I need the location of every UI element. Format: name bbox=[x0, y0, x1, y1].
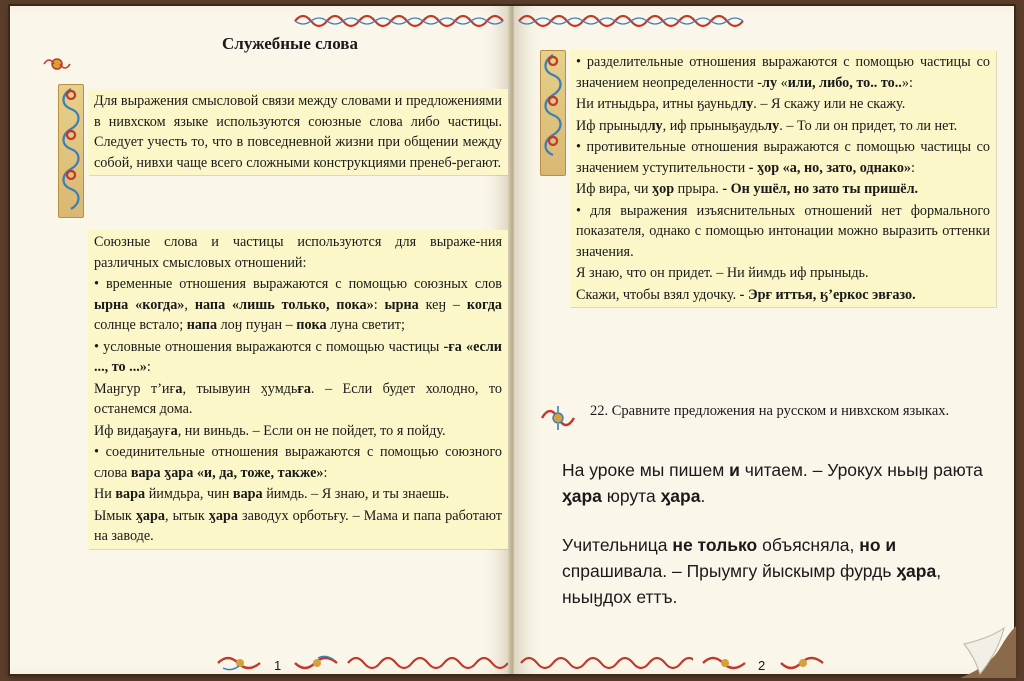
bullet-temporal: • временные отношения выражаются с помощью союзных слов ырна «когда», напа «лишь только, пока»: ырна кеӈ – когда солнце встало; напа лоӈ пуӈан – пока луна светит; bbox=[94, 276, 502, 333]
page-title: Служебные слова bbox=[222, 34, 358, 53]
example-connective-1: Ни вара йимдьра, чин вара йимдь. – Я знаю, и ты знаешь. bbox=[94, 486, 450, 502]
example-conditional-2: Иф видаӄауға, ни виньдь. – Если он не пойдет, то я пойду. bbox=[94, 422, 446, 439]
example-conditional-1: Маӈгур т’иға, тыывуин ӽумдьға. – Если будет холодно, то останемся дома. bbox=[94, 380, 502, 417]
bullet-disjunctive: • разделительные отношения выражаются с помощью частицы со значением неопределенности -лу «или, либо, то.. то..»: bbox=[576, 54, 990, 91]
comparison-example-1: На уроке мы пишем и читаем. – Урокух ньыӈ раюта ӽара юрута ӽара. bbox=[562, 460, 983, 506]
page-number: 1 bbox=[274, 658, 282, 673]
intro-box bbox=[88, 89, 508, 175]
right-box bbox=[570, 50, 996, 307]
bottom-ornament-icon bbox=[292, 652, 342, 674]
paragraph-intro: Союзные слова и частицы используются для выраже-ния различных смысловых отношений: bbox=[94, 234, 502, 271]
task-heading: 22. Сравните предложения на русском и нивхском языках. bbox=[590, 403, 950, 419]
bottom-ornament-band bbox=[345, 652, 510, 674]
bullet-explanatory: • для выражения изъяснительных отношений нет формального показателя, однако с помощью интонации можно выразить оттенки значения. bbox=[576, 202, 990, 260]
intro-text: Для выражения смысловой связи между словами и предложениями в нивхском языке используются союзные слова либо частицы. Следует учесть то, что в повседневной жизни при общении между собой, нивхи чаще всего сложными конструкциями пренеб-регают. bbox=[94, 93, 502, 171]
top-ornament-right bbox=[514, 10, 744, 32]
top-ornament-left bbox=[290, 10, 510, 32]
example-disjunctive-1: Ни итныдьра, итны ӄауньдлу. – Я скажу или не скажу. bbox=[576, 96, 906, 112]
left-page bbox=[10, 6, 510, 674]
page-number: 2 bbox=[758, 658, 766, 673]
vertical-ornament-strip bbox=[540, 50, 566, 176]
bottom-ornament-icon bbox=[778, 652, 828, 674]
example-adversative: Иф вира, чи ӽор прыра. - Он ушёл, но зато ты пришёл. bbox=[576, 181, 919, 197]
bullet-conditional: • условные отношения выражаются с помощью частицы -ға «если ..., то ...»: bbox=[94, 338, 502, 375]
bottom-ornament-icon bbox=[215, 652, 265, 674]
vertical-ornament-strip bbox=[58, 84, 84, 218]
page-curl-icon[interactable] bbox=[960, 626, 1016, 678]
example-explanatory-1: Я знаю, что он придет. – Ни йимдь иф прыныдь. bbox=[576, 265, 869, 281]
comparison-example-2: Учительница не только объясняла, но и спрашивала. – Прыумгу йыскымр фурдь ӽара, ньыӈдох еттъ. bbox=[562, 535, 942, 607]
corner-ornament-icon bbox=[42, 54, 72, 74]
bullet-connective: • соединительные отношения выражаются с помощью союзного слова вара ӽара «и, да, тоже, также»: bbox=[94, 444, 502, 481]
example-disjunctive-2: Иф прыныдлу, иф прыныӄаудьлу. – То ли он придет, то ли нет. bbox=[576, 117, 958, 134]
example-explanatory-2: Скажи, чтобы взял удочку. - Эрғ иттья, ӄ’еркос эвғазо. bbox=[576, 286, 916, 303]
main-box bbox=[88, 230, 508, 549]
bullet-adversative: • противительные отношения выражаются с помощью частицы со значением уступительности - ӽор «а, но, зато, однако»: bbox=[576, 139, 990, 176]
bottom-ornament-icon bbox=[700, 652, 750, 674]
book-spread bbox=[10, 6, 1014, 674]
example-connective-2: Ымык ӽара, ытык ӽара заводух орботьғу. – Мама и папа работают на заводе. bbox=[94, 507, 502, 544]
task-ornament-icon bbox=[538, 402, 578, 434]
bottom-ornament-band bbox=[518, 652, 693, 674]
